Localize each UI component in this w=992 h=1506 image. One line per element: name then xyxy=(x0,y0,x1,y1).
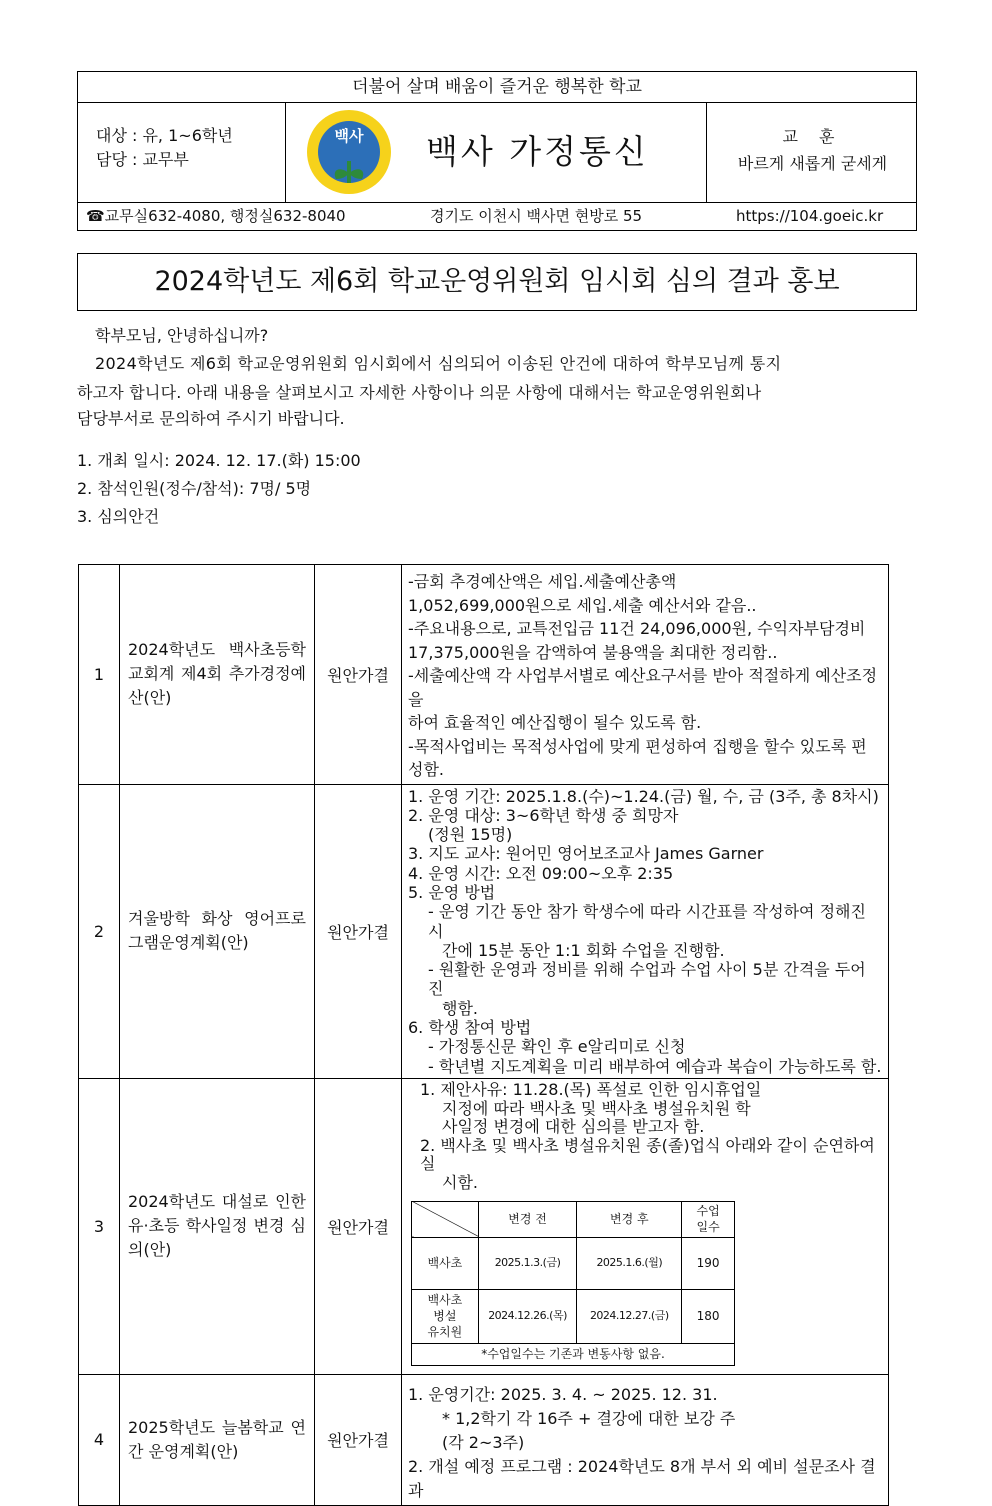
detail-line: 1. 제안사유: 11.28.(목) 폭설로 인한 임시휴업일 xyxy=(420,1079,762,1099)
detail-line: -세출예산액 각 사업부서별로 예산요구서를 받아 적절하게 예산조정을 xyxy=(408,666,878,709)
row-after: 2025.1.6.(월) xyxy=(577,1237,682,1289)
agenda-details xyxy=(402,784,889,1078)
row-days: 190 xyxy=(682,1237,735,1289)
detail-line: -주요내용으로, 교특전입금 11건 24,096,000원, 수익자부담경비 xyxy=(408,619,866,638)
schedule-table xyxy=(411,1201,735,1366)
intro-paragraph-line3: 담당부서로 문의하여 주시기 바랍니다. xyxy=(77,409,345,428)
agenda-result: 원안가결 xyxy=(315,1374,402,1505)
detail-line: 1,052,699,000원으로 세입.세출 예산서와 같음.. xyxy=(408,595,757,615)
agenda-title: 2024학년도 대설로 인한 유·초등 학사일정 변경 심의(안) xyxy=(120,1078,315,1374)
agenda-details xyxy=(402,1374,889,1505)
detail-line: 사일정 변경에 대한 심의를 받고자 함. xyxy=(442,1117,705,1137)
detail-line: 5. 운영 방법 xyxy=(408,882,496,902)
school-motto-text: 바르게 새롭게 굳세게 xyxy=(737,154,888,173)
detail-line: 지정에 따라 백사초 및 백사초 병설유치원 학 xyxy=(442,1098,751,1118)
schedule-row xyxy=(412,1237,735,1289)
agenda-heading: 3. 심의안건 xyxy=(77,507,160,526)
agenda-title: 2024학년도 백사초등학교회계 제4회 추가경정예산(안) xyxy=(120,565,315,785)
detail-line: 4. 운영 시간: 오전 09:00~오후 2:35 xyxy=(408,863,674,883)
header-middle-row xyxy=(78,102,916,203)
school-address: 경기도 이천시 백사면 현방로 55 xyxy=(430,207,643,225)
agenda-number: 3 xyxy=(79,1078,120,1374)
detail-line: 2. 운영 대상: 3~6학년 학생 중 희망자 xyxy=(408,805,679,825)
detail-line: -금회 추경예산액은 세입.세출예산총액 xyxy=(408,572,677,591)
document-title: 2024학년도 제6회 학교운영위원회 임시회 심의 결과 홍보 xyxy=(77,253,917,311)
agenda-title: 2025학년도 늘봄학교 연간 운영계획(안) xyxy=(120,1374,315,1505)
phone-numbers: ☎교무실632-4080, 행정실632-8040 xyxy=(86,207,346,225)
detail-line: (각 2~3주) xyxy=(442,1432,525,1452)
logo-text: 백사 xyxy=(334,127,364,145)
row-days: 180 xyxy=(682,1289,735,1343)
detail-line: 3. 지도 교사: 원어민 영어보조교사 James Garner xyxy=(408,844,764,864)
school-slogan: 더불어 살며 배움이 즐거운 행복한 학교 xyxy=(78,72,916,103)
title-cell xyxy=(286,102,706,202)
agenda-details xyxy=(402,565,889,785)
intro-paragraph-line1: 2024학년도 제6회 학교운영위원회 임시회에서 심의되어 이송된 안건에 대하여 학부모님께 통지 xyxy=(95,354,782,373)
diagonal-header-cell xyxy=(412,1201,479,1237)
newsletter-title: 백사 가정통신 xyxy=(426,132,649,171)
detail-line: - 가정통신문 확인 후 e알리미로 신청 xyxy=(428,1037,686,1057)
detail-line: (정원 15명) xyxy=(428,825,513,845)
agenda-result: 원안가결 xyxy=(315,1078,402,1374)
intro-paragraph-line2: 하고자 합니다. 아래 내용을 살펴보시고 자세한 사항이나 의문 사항에 대해서는 학교운영위원회나 xyxy=(77,383,762,402)
header-days: 수업 일수 xyxy=(682,1201,735,1237)
school-logo-icon xyxy=(306,109,392,195)
agenda-result: 원안가결 xyxy=(315,565,402,785)
owner-department: 담당 : 교무부 xyxy=(96,150,189,169)
agenda-number: 1 xyxy=(79,565,120,785)
detail-line: 2. 백사초 및 백사초 병설유치원 종(졸)업식 아래와 같이 순연하여 실 xyxy=(420,1135,875,1174)
detail-line: 행함. xyxy=(442,998,478,1018)
header-after: 변경 후 xyxy=(577,1201,682,1237)
detail-line: - 학년별 지도계획을 미리 배부하여 예습과 복습이 가능하도록 함. xyxy=(428,1056,882,1076)
header-before: 변경 전 xyxy=(478,1201,577,1237)
detail-line: 17,375,000원을 감액하여 불용액을 최대한 정리함.. xyxy=(408,642,778,662)
detail-line: -목적사업비는 목적성사업에 맞게 편성하여 집행을 할수 있도록 편성함. xyxy=(408,736,867,779)
detail-line: 1. 운영기간: 2025. 3. 4. ~ 2025. 12. 31. xyxy=(408,1384,718,1404)
agenda-title: 겨울방학 화상 영어프로그램운영계획(안) xyxy=(120,784,315,1078)
table-row xyxy=(79,1374,889,1505)
detail-line: - 운영 기간 동안 참가 학생수에 따라 시간표를 작성하여 정해진 시 xyxy=(428,902,866,941)
row-before: 2025.1.3.(금) xyxy=(478,1237,577,1289)
target-audience: 대상 : 유, 1~6학년 xyxy=(96,126,233,145)
table-row xyxy=(79,1078,889,1374)
agenda-details xyxy=(402,1078,889,1374)
detail-line: 간에 15분 동안 1:1 회화 수업을 진행함. xyxy=(442,940,725,960)
detail-line: * 1,2학기 각 16주 + 결강에 대한 보강 주 xyxy=(442,1408,736,1428)
agenda-result: 원안가결 xyxy=(315,784,402,1078)
schedule-note: *수업일수는 기존과 변동사항 없음. xyxy=(412,1343,735,1365)
contact-row xyxy=(78,202,916,231)
greeting: 학부모님, 안녕하십니까? xyxy=(95,326,269,345)
row-school: 백사초 병설 유치원 xyxy=(412,1289,479,1343)
detail-line: 하여 효율적인 예산집행이 될수 있도록 함. xyxy=(408,713,702,732)
detail-line: 시함. xyxy=(442,1172,478,1192)
schedule-note-row xyxy=(412,1343,735,1365)
detail-line: - 원활한 운영과 정비를 위해 수업과 수업 사이 5분 간격을 두어 진 xyxy=(428,960,866,999)
row-after: 2024.12.27.(금) xyxy=(577,1289,682,1343)
agenda-number: 4 xyxy=(79,1374,120,1505)
row-before: 2024.12.26.(목) xyxy=(478,1289,577,1343)
agenda-table xyxy=(78,564,882,1506)
target-info xyxy=(78,102,286,202)
newsletter-header xyxy=(77,71,917,231)
meeting-date: 1. 개최 일시: 2024. 12. 17.(화) 15:00 xyxy=(77,451,361,470)
detail-line: 1. 운영 기간: 2025.1.8.(수)~1.24.(금) 월, 수, 금 (3주, 총 8차시) xyxy=(408,786,879,806)
school-motto xyxy=(706,102,918,202)
agenda-number: 2 xyxy=(79,784,120,1078)
school-motto-label: 교 훈 xyxy=(782,127,843,146)
school-website[interactable]: https://104.goeic.kr xyxy=(736,207,884,225)
schedule-header-row xyxy=(412,1201,735,1237)
schedule-row xyxy=(412,1289,735,1343)
table-row xyxy=(79,784,889,1078)
row-school: 백사초 xyxy=(412,1237,479,1289)
detail-line: 2. 개설 예정 프로그램 : 2024학년도 8개 부서 외 예비 설문조사 결과 xyxy=(408,1456,876,1500)
attendance: 2. 참석인원(정수/참석): 7명/ 5명 xyxy=(77,479,312,498)
table-row xyxy=(79,565,889,785)
detail-line: 6. 학생 참여 방법 xyxy=(408,1018,532,1038)
